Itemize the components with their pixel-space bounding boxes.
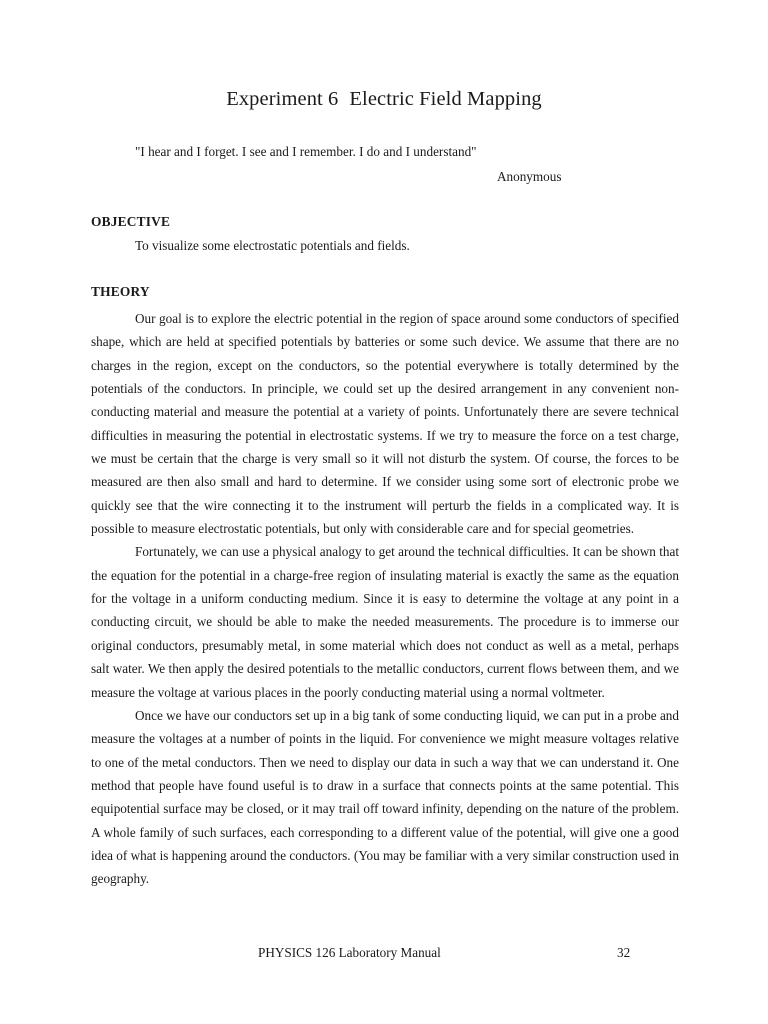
theory-heading: THEORY [91, 284, 150, 299]
theory-body [91, 307, 679, 891]
theory-paragraph: Our goal is to explore the electric potential in the region of space around some conductors of specified shape, which are held at specified potentials by batteries or some such device. We assume that there are no charges in the region, except on the conductors, so the potential everywhere is totally determined by the potentials of the conductors. In principle, we could set up the desired arrangement in any convenient non-conducting material and measure the potential at a variety of points. Unfortunately there are severe technical difficulties in measuring the potential in electrostatic systems. If we try to measure the force on a test charge, we must be certain that the charge is very small so it will not disturb the system. Of course, the forces to be measured are then also small and hard to determine. If we consider using some sort of electronic probe we quickly see that the wire connecting it to the instrument will perturb the fields in a complicated way. It is possible to measure electrostatic potentials, but only with considerable care and for special geometries. [91, 311, 679, 537]
manual-title: PHYSICS 126 Laboratory Manual [258, 945, 441, 960]
theory-paragraph: Fortunately, we can use a physical analogy to get around the technical difficulties. It can be shown that the equation for the potential in a charge-free region of insulating material is exactly the same as the equation for the voltage in a uniform conducting medium. Since it is easy to determine the voltage at any point in a conducting circuit, we should be able to make the needed measurements. The procedure is to immerse our original conductors, presumably metal, in some material which does not conduct as well as a metal, perhaps salt water. We then apply the desired potentials to the metallic conductors, current flows between them, and we measure the voltage at various places in the poorly conducting material using a normal voltmeter. [91, 544, 679, 700]
objective-text: To visualize some electrostatic potentials and fields. [135, 238, 410, 253]
page-title [0, 88, 768, 111]
objective-heading: OBJECTIVE [91, 214, 171, 229]
experiment-number: Experiment 6 [226, 88, 339, 110]
theory-paragraph: Once we have our conductors set up in a big tank of some conducting liquid, we can put in a probe and measure the voltages at a number of points in the liquid. For convenience we might measure voltages relative to one of the metal conductors. Then we need to display our data in such a way that we can understand it. One method that people have found useful is to draw in a surface that connects points at the same potential. This equipotential surface may be closed, or it may trail off toward infinity, depending on the nature of the problem. A whole family of such surfaces, each corresponding to a different value of the potential, will give one a good idea of what is happening around the conductors. (You may be familiar with a very similar construction used in geography. [91, 707, 679, 887]
epigraph-quote: "I hear and I forget. I see and I remember. I do and I understand" [135, 144, 477, 159]
epigraph-author: Anonymous [497, 169, 562, 184]
page-number: 32 [617, 945, 631, 960]
experiment-name: Electric Field Mapping [349, 88, 542, 110]
